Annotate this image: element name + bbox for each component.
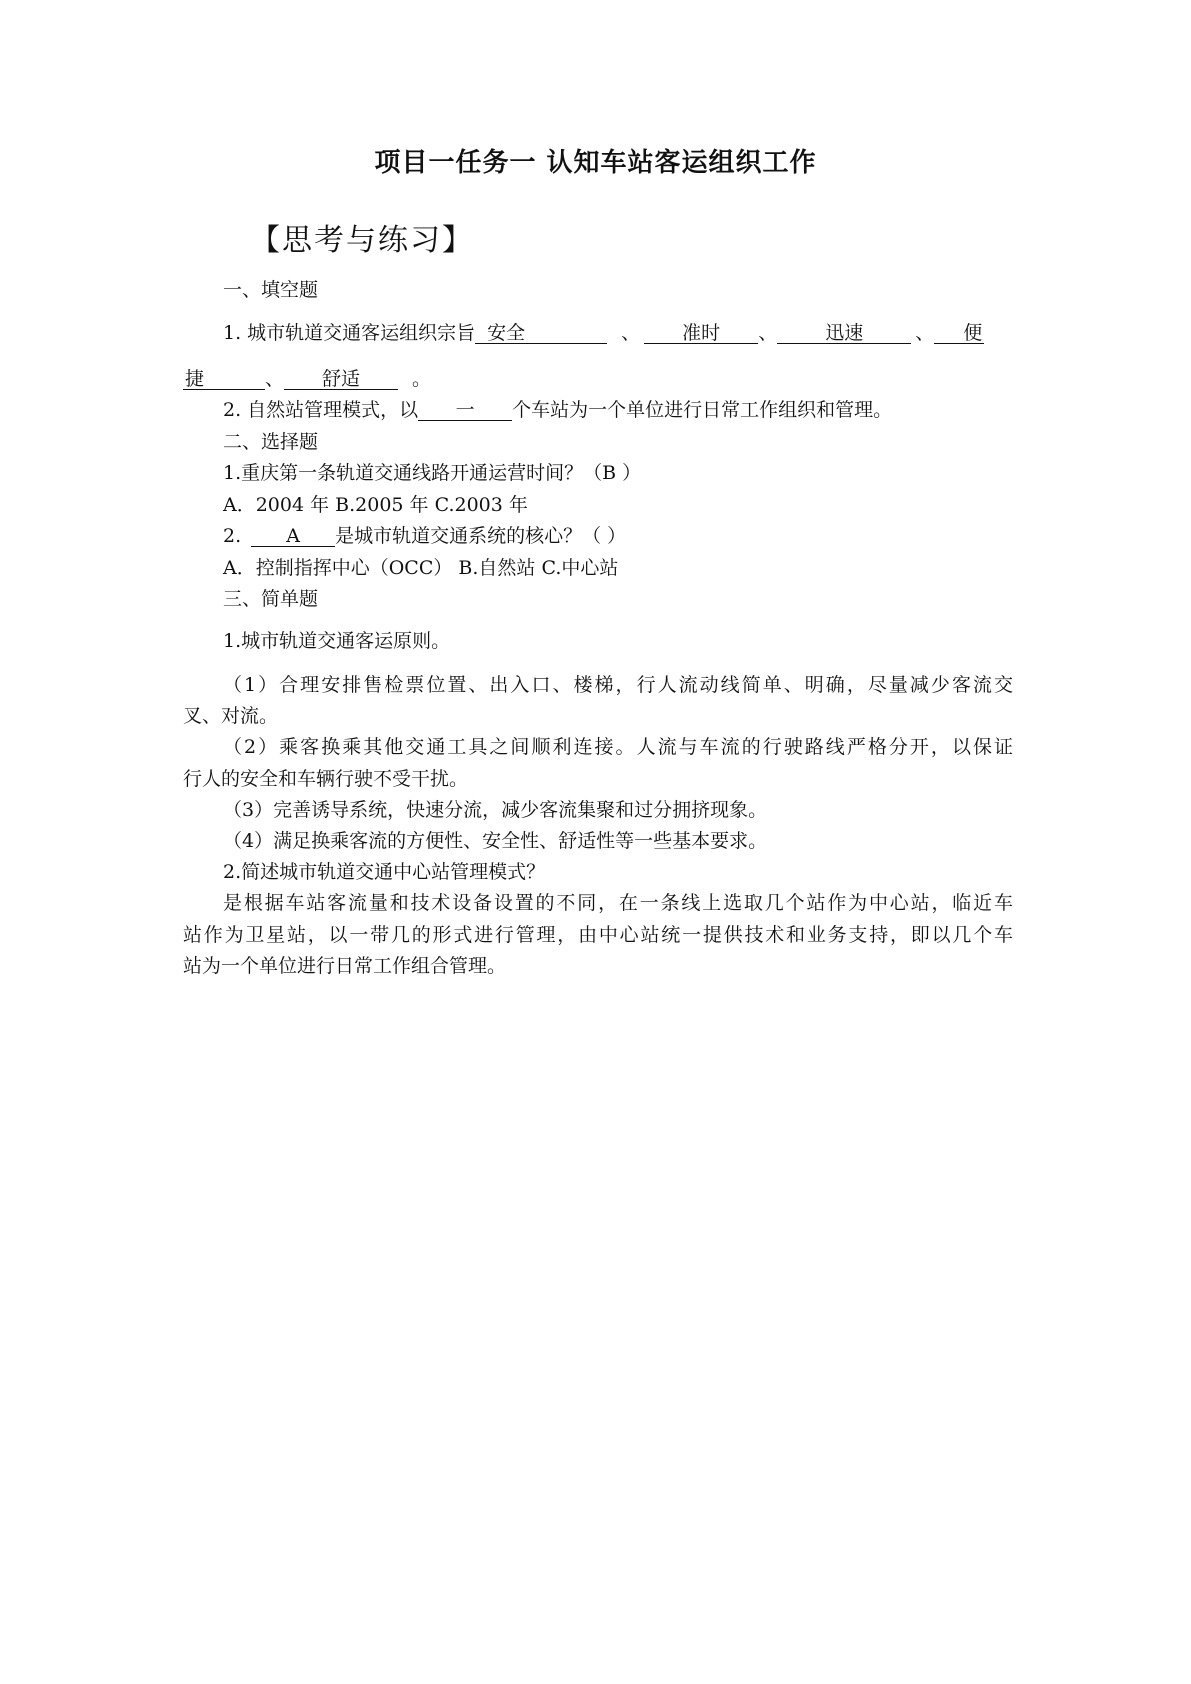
principle-2-line-1: （2）乘客换乘其他交通工具之间顺利连接。人流与车流的行驶路线严格分开，以保证 [223,736,1013,758]
choice-q2-prefix: 2. [223,525,242,547]
fill-in-heading: 一、填空题 [223,279,319,301]
q2-suffix: 个车站为一个单位进行日常工作组织和管理。 [512,399,893,421]
q1-prefix: 1. 城市轨道交通客运组织宗旨 [223,322,476,344]
short-answer-heading: 三、简单题 [223,588,319,610]
answer-blank-2: 准时 [644,323,758,344]
short-answer-q2-title: 2.简述城市轨道交通中心站管理模式？ [223,861,546,883]
choice-question-2-options: A．控制指挥中心（OCC） B.自然站 C.中心站 [223,557,619,579]
principle-4: （4）满足换乘客流的方便性、安全性、舒适性等一些基本要求。 [223,830,768,852]
sep-2: 、 [758,322,778,344]
choice-q2-suffix: 是城市轨道交通系统的核心？（ ） [335,525,627,547]
section-header: 【思考与练习】 [250,223,474,258]
answer-2-line-3: 站为一个单位进行日常工作组合管理。 [183,955,507,977]
principle-1-line-1: （1）合理安排售检票位置、出入口、楼梯，行人流动线简单、明确，尽量减少客流交 [223,674,1013,696]
answer-blank-5: 舒适 [284,369,398,390]
fill-in-question-1 [223,322,1013,344]
principle-3: （3）完善诱导系统，快速分流，减少客流集聚和过分拥挤现象。 [223,799,768,821]
answer-blank-4a: 便 [934,323,984,344]
principle-2-line-2: 行人的安全和车辆行驶不受干扰。 [183,768,469,790]
choice-heading: 二、选择题 [223,431,319,453]
q2-prefix: 2. 自然站管理模式，以 [223,399,419,421]
fill-in-question-1-cont [183,368,1013,390]
answer-2-line-1: 是根据车站客流量和技术设备设置的不同，在一条线上选取几个站作为中心站，临近车 [223,892,1013,914]
q1-end: 。 [412,368,432,390]
choice-question-1: 1.重庆第一条轨道交通线路开通运营时间？（B ） [223,462,642,484]
sep-4: 、 [265,368,285,390]
answer-blank-1: 安全 [475,323,607,344]
choice-answer-blank: A [251,526,335,547]
choice-question-1-options: A．2004 年 B.2005 年 C.2003 年 [223,494,528,516]
principle-1-line-2: 叉、对流。 [183,705,279,727]
answer-2-line-2: 站作为卫星站，以一带几的形式进行管理，由中心站统一提供技术和业务支持，即以几个车 [183,924,1013,946]
sep-3: 、 [915,322,935,344]
sep-1: 、 [621,322,641,344]
answer-blank-3: 迅速 [777,323,911,344]
answer-blank-6: 一 [418,400,512,421]
answer-blank-4b: 捷 [183,369,265,390]
choice-question-2 [223,525,1013,547]
fill-in-question-2 [223,399,1013,421]
page-title: 项目一任务一 认知车站客运组织工作 [374,148,817,178]
short-answer-q1-title: 1.城市轨道交通客运原则。 [223,630,451,652]
